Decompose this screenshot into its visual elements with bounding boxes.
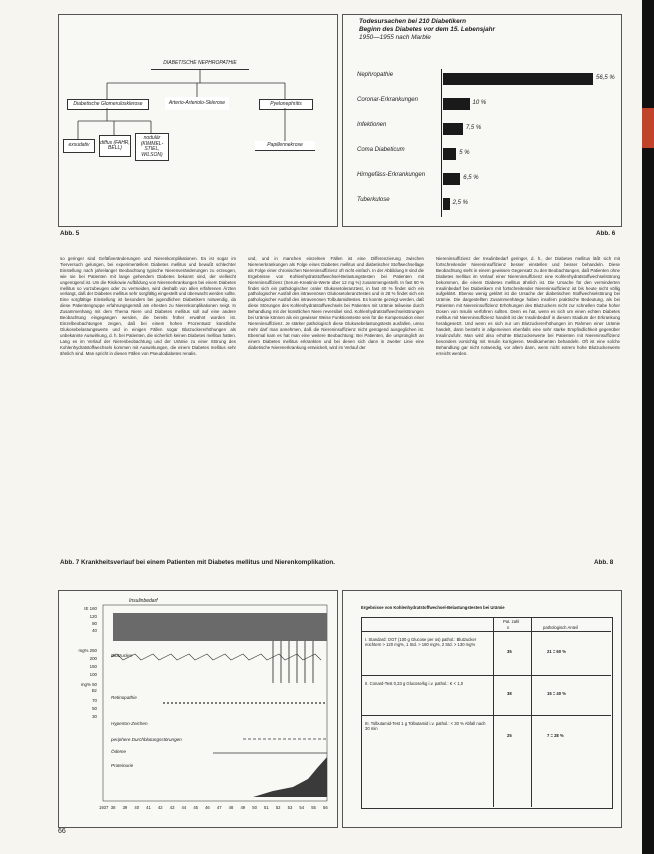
papillennekrose-box: Papillennekrose — [255, 141, 315, 151]
pyelonephritis-box: Pyelonephritis — [259, 99, 313, 110]
blood-sugar-trace — [111, 654, 321, 660]
year-label: 44 — [181, 805, 187, 810]
y-axis-label: IE 160 — [84, 606, 97, 611]
row-label: Hyperton-Zeichen — [111, 721, 148, 726]
year-label: 40 — [134, 805, 140, 810]
bar-plot-area — [357, 69, 619, 219]
bar-category-label: Coma Diabeticum — [357, 147, 405, 153]
figure-7-caption: Abb. 7 Krankheitsverlauf bei einem Patienten mit Diabetes mellitus und Nierenkomplikation. — [60, 559, 336, 566]
proteinuria-area — [253, 757, 327, 797]
year-label: 51 — [264, 805, 269, 810]
y-axis-label: 50 — [92, 706, 97, 711]
table-row-2-value: 15 = 40 % — [547, 691, 566, 696]
bar-category-label: Infektionen — [357, 122, 387, 128]
bar — [443, 73, 593, 85]
arteriosclerosis-box: Arterio-Arteriolo-Sklerose — [165, 97, 229, 110]
figure-7-chart — [58, 590, 338, 828]
text-column-2: und, und in manchen einzelnen Fällen ist eine Differenzierung zwischen Nierenerkrankungen als Folge eines Diabetes mellitus und diabetischer Stoffwechsellage als Folge einer chronischen Niereninsuffizienz oft nicht einfach. In der Abbildung 8 sind die Ergebnisse von Kohlenhydratstoffwechsel-Belastungstesten bei Patienten mit Niereninsuffizienz (Serum-Kreatinin-Werte über 12 mg %) zusammengestellt. In fast 60 % findet sich ein pathologischer oraler Glukosetoleranztest, in fast 40 % findet sich ein pathologischer Ausfall des intravenösen Glukosetoleranztestes und in 28 % findet sich ein pathologischer Ausfall des intravenösen Tolbutamidtestes. Es konnte gezeigt werden, daß diese Störungen des Kohlenhydratstoffwechsels bei Patienten mit Urämie teilweise durch Behandlung mit der künstlichen Niere reversibel sind. Kohlenhydratstoffwechselstörungen bei Urämie können als ein gewisser Weise Funktionsteste sein für die Kompensation einer Niereninsuffizienz. Je stärker pathologisch diese Glukosebelastungstests ausfallen, umso mehr darf man annehmen, daß die Niereninsuffizienz nicht genügend ausgeglichen ist. Ebenmal kam es hat man eine weitere Beobachtung: Bei Patienten, die ursprünglich an einem Diabetes mellitus erkrankten und bei denen sich dann in zweiter Linie eine diabetische Nierenerkrankung entwickelt, wird im Verlauf der — [248, 256, 424, 350]
col-pathologic-header: pathologisch Anteil — [543, 625, 578, 630]
figure-5-caption: Abb. 5 — [60, 230, 80, 237]
table-row-1-n: 35 — [507, 649, 512, 654]
row-label: Proteinurie — [111, 763, 134, 768]
bar-category-label: Coronar-Erkrankungen — [357, 97, 418, 103]
y-axis-label: 120 — [89, 614, 97, 619]
y-axis-label: 150 — [89, 664, 97, 669]
year-label: 47 — [216, 805, 222, 810]
figure-6-chart — [342, 14, 622, 227]
year-label: 45 — [193, 805, 198, 810]
year-label: 56 — [323, 805, 328, 810]
chart-title-line2: Beginn des Diabetes vor dem 15. Lebensjahr — [359, 26, 496, 33]
exsudativ-box: exsudativ — [63, 139, 95, 153]
year-label: 50 — [252, 805, 257, 810]
insulin-band — [113, 613, 327, 641]
bar-value-label: 2,5 % — [452, 200, 468, 206]
table-row-3-test: III. Tolbutamid-Test 1 g Tolbutamid i.v. pathol.: < 30 % Abfall nach 30 min — [365, 721, 486, 732]
figure-6-caption: Abb. 6 — [596, 230, 616, 237]
figure-8-table — [342, 590, 622, 828]
figure-8-caption: Abb. 8 — [594, 559, 614, 566]
bar-value-label: 10 % — [472, 100, 487, 106]
table-row-1-value: 21 = 60 % — [547, 649, 566, 654]
table-row-1-test: I. Standard: OGT (100 g Glucose per os) pathol.: Blutzucker nüchtern > 120 mg%, 1 Std. > 180 mg%, 2 Std. > 130 mg% — [365, 637, 477, 648]
figure-5-diagram — [58, 14, 338, 227]
diagram-connectors — [59, 15, 337, 226]
course-plot — [59, 591, 337, 827]
year-label: 38 — [110, 805, 116, 810]
y-axis-label: Bz — [91, 688, 97, 693]
year-label: 54 — [299, 805, 305, 810]
year-label: 1937 — [99, 805, 109, 810]
row-label: Ödeme — [111, 749, 127, 754]
bar — [443, 123, 463, 135]
bar-category-label: Hirngefäss-Erkrankungen — [357, 172, 426, 178]
row-label: Blutzucker — [111, 653, 133, 658]
chart-title-line1: Todesursachen bei 210 Diabetikern — [359, 18, 467, 25]
year-label: 41 — [146, 805, 151, 810]
bar-value-label: 5 % — [459, 150, 470, 156]
bar — [443, 148, 456, 160]
table-col-divider-2 — [531, 617, 532, 807]
bar-category-label: Nephropathie — [357, 72, 394, 78]
table-row-2-test: II. Conard-Test 0,33 g Glucose/kg i.v. pathol.: K < 1,0 — [365, 681, 464, 686]
y-axis-label: 40 — [92, 628, 97, 633]
chart-title-line3: 1950—1955 nach Marble — [359, 34, 431, 41]
table-header: Ergebnisse von Kohlenhydratstoffwechsel-Belastungstesten bei Urämie — [361, 605, 505, 610]
y-axis-label: 200 — [89, 656, 97, 661]
year-label: 49 — [240, 805, 246, 810]
nephropathy-root-box: DIABETISCHE NEPHROPATHIE — [151, 59, 249, 70]
year-label: 46 — [205, 805, 210, 810]
year-label: 39 — [122, 805, 128, 810]
bar — [443, 198, 450, 210]
col-n-header: n — [507, 625, 510, 630]
insulin-label: Insulinbedarf — [129, 598, 158, 604]
col-patient-count-header: Pat. zahl — [503, 619, 520, 624]
page-number: 66 — [58, 828, 66, 835]
nodular-box: nodulär (KIMMEL-STIEL, WILSON) — [135, 133, 169, 161]
table-row-2-n: 38 — [507, 691, 512, 696]
red-tab — [642, 108, 654, 148]
year-label: 55 — [311, 805, 316, 810]
text-column-1: so geringer sind Gefäßveränderungen und Nierenkomplikationen. Es ist sogar im Tierversuch gelungen, bei experimentellem Diabetes mellitus und bewußt schlechter Einstellung nach jahrelanger Beobachtung typische Nierenveränderungen zu erzeugen, wie sie bei Patienten mit lange gehendem Diabetes bekannt sind, der vielleicht ungenügend ist. Um die Risikowie Aufbildung von Nierenerkrankungen bei einem Diabetes mellitus so vorzubeugen oder zu vermeiden, wird deshalb von allen erfahrenen Ärzten verlangt, daß der Diabetes mellitus sehr sorgfältig eingestellt und überwacht werden sollte. Eine sorgfältige Einstellung ist besonders bei jugendlichen Diabetikern notwendig, da diese Patientengruppe erfahrungsgemäß am ehesten zu Nierenkomplikationen neigt. In Zusammenhang mit dem Thema Niere und Diabetes mellitus soll auf eine andere Beobachtung eingegangen werden, die bereits früher erwähnt worden ist. Einzelbeobachtungen zeigen, daß bei einem hohen Prozentsatz künstliche Glukosebelastungswerte und in einigen Fällen sogar Blutzuckererhöhungen als unbekannte Auswirkung, d. h. bei Patienten, die sicherlich keinen Diabetes mellitus hatten. Lang es im Verlauf der Nierenbeobachtung und der Urämie zu einer Störung des Kohlenhydratstoffwechsels kommen mit Auswirkungen, die einem Diabetes mellitus sehr ähnlich sind. Man spricht in diesen Fällen von Pseudodiabetes renalis. — [60, 256, 236, 356]
y-axis-label: 70 — [92, 698, 97, 703]
bar — [443, 98, 470, 110]
diffus-box: diffus (FAHR, BELL) — [99, 135, 131, 157]
y-axis-label: mg% 50 — [80, 682, 97, 687]
table-col-divider-1 — [493, 617, 494, 807]
year-label: 52 — [275, 805, 281, 810]
y-axis-label: 30 — [92, 714, 97, 719]
bar-value-label: 6,5 % — [463, 175, 479, 181]
bar-value-label: 7,5 % — [465, 125, 482, 131]
table-row-3-value: 7 = 28 % — [547, 733, 564, 738]
y-axis-label: mg% 250 — [78, 648, 97, 653]
year-label: 53 — [287, 805, 293, 810]
row-label: Retinopathie — [111, 695, 137, 700]
bar-category-label: Tuberkulose — [357, 197, 390, 203]
table-row-3-n: 25 — [507, 733, 512, 738]
year-label: 43 — [169, 805, 175, 810]
y-axis-label: 80 — [92, 621, 97, 626]
glomerulosclerosis-box: Diabetische Glomerulosklerose — [67, 99, 149, 110]
y-axis-label: 100 — [89, 672, 97, 677]
text-column-3: Niereninsuffizienz der Insulinbedarf geringer, d. h., der Diabetes mellitus läßt sich mit fortschreitender Niereninsuffizienz besser einstellen und besser behandeln. Diese Beobachtung steht in einem gewissen Gegensatz zu den Beobachtungen, daß Patienten ohne Diabetes mellitus im Verlauf einer Niereninsuffizienz eine Kohlenhydratstoffwechselstörung bekommen, die einem Diabetes mellitus ähnlich ist. Die Ursache für den verminderten Insulinbedarf bei Diabetikern mit fortschreitender Niereninsuffizienz ist bis heute nicht völlig aufgeklärt. Ebenso wenig geklärt ist die Ursache der diabetischen Stoffwechselstörung bei Urämie. Die dargestellten Zusammenhänge haben insofern praktische Bedeutung, als bei Patienten mit Niereninsuffizienz Erhöhungen des Blutzuckers nicht zur schnellen Gabe hoher Dosen von Insulin verführen sollten. Denn es hat, wenn es sich um einen echten Diabetes mellitus mit Niereninsuffizienz handelt ist der Insulinbedarf in diesem Stadium der Erkrankung herabgesetzt. Und wenn es sich nur um Blutzuckererhöhungen im Rahmen einer Urämie handelt, dann besteht in allgemeinen ebenfalls eine sehr starke Empfindlichkeit gegenüber Insulinzufuhr. Man wird also erhöhte Blutzuckerwerte bei Patienten mit Niereninsuffizienz besonders vorsichtig mit Insulin korrigieren. Medikamenten behandeln. Oft ist eine solche Behandlung gar nicht notwendig, vor allem dann, wenn nicht extrem hohe Blutzuckerwerte erreicht werden. — [436, 256, 620, 356]
table-row-divider-2 — [361, 715, 611, 716]
row-label: periphere Durchblutungsstörungen — [111, 737, 182, 742]
bar-value-label: 56,5 % — [596, 75, 615, 81]
bar — [443, 173, 460, 185]
year-label: 42 — [157, 805, 163, 810]
table-row-divider-1 — [361, 675, 611, 676]
year-label: 48 — [228, 805, 234, 810]
y-axis-line — [441, 69, 442, 217]
